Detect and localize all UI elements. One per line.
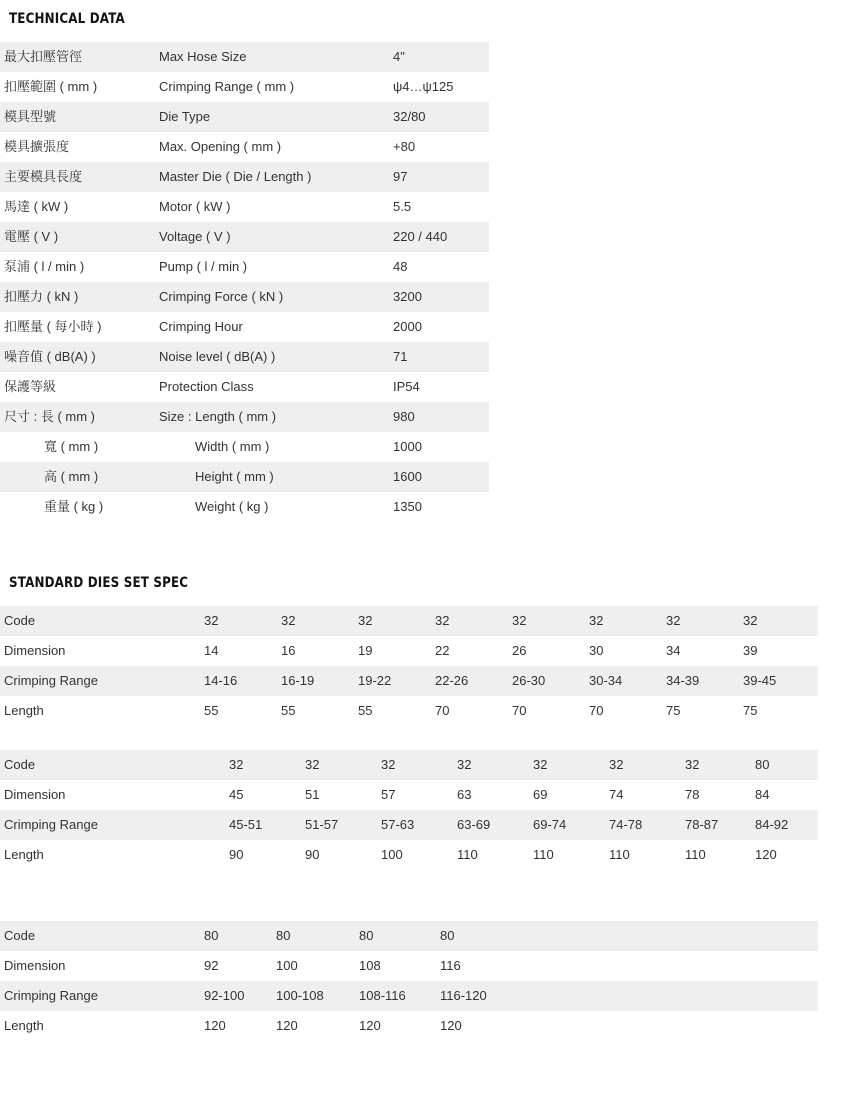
spec-row [0,42,489,72]
dies-row-label: Dimension [4,958,66,973]
spec-label-en: Pump ( l / min ) [159,259,248,274]
spec-label-en: Crimping Hour [159,319,243,334]
spec-value: 1350 [393,499,422,514]
spec-label-zh: 扣壓力 ( kN ) [0,282,155,312]
spec-label-en: Motor ( kW ) [159,199,231,214]
dies-cell: 75 [743,703,758,718]
dies-cell: 14 [204,643,219,658]
spec-label-zh: 模具型號 [0,102,155,132]
spec-value: 1600 [389,462,489,492]
dies-row-label: Crimping Range [0,810,225,840]
dies-cell: 30-34 [585,666,662,696]
spec-label-zh: 泵浦 ( l / min ) [4,259,85,274]
dies-cell: 84-92 [751,810,818,840]
dies-cell: 51-57 [301,810,377,840]
dies-cell: 39 [743,643,758,658]
spec-row [0,252,489,282]
dies-row [0,666,818,696]
dies-cell: 32 [529,750,605,780]
spec-label-en: Protection Class [159,379,254,394]
technical-data-table [0,42,489,522]
dies-cell: 45 [229,787,244,802]
dies-row [0,921,818,951]
spec-value: 32/80 [389,102,489,132]
dies-row [0,636,818,666]
spec-label-zh: 噪音值 ( dB(A) ) [0,342,155,372]
spec-value: 1000 [393,439,422,454]
dies-cell: 110 [533,847,554,862]
dies-row [0,696,818,726]
dies-cell: 100 [381,847,403,862]
dies-cell: 120 [276,1018,298,1033]
spec-label-en: Width ( mm ) [195,439,270,454]
dies-row [0,951,818,981]
dies-cell: 32 [508,606,585,636]
dies-row [0,810,818,840]
dies-cell: 70 [589,703,604,718]
dies-spec-heading: STANDARD DIES SET SPEC [9,575,189,591]
spec-row [0,402,489,432]
dies-row [0,1011,818,1041]
dies-table-2 [0,750,818,870]
spec-label-zh: 主要模具長度 [0,162,155,192]
dies-cell: 80 [272,921,355,951]
dies-cell: 69-74 [529,810,605,840]
dies-row-label: Length [4,847,44,862]
dies-cell: 80 [200,921,272,951]
spec-value: 4" [389,42,489,72]
dies-cell: 110 [457,847,478,862]
dies-cell: 78 [685,787,700,802]
dies-cell: 30 [589,643,604,658]
spec-label-en: Max. Opening ( mm ) [159,139,282,154]
dies-cell: 14-16 [200,666,277,696]
dies-cell: 32 [301,750,377,780]
spec-label-zh: 保護等級 [4,379,57,394]
spec-label-zh: 寬 ( mm ) [44,439,99,454]
dies-cell: 55 [358,703,373,718]
dies-cell: 116 [440,958,461,973]
dies-cell: 32 [431,606,508,636]
spec-label-zh: 模具擴張度 [4,139,70,154]
dies-cell: 120 [204,1018,226,1033]
spec-row [0,492,489,522]
dies-cell: 69 [533,787,548,802]
spec-label-en: Max Hose Size [155,42,389,72]
dies-cell: 34 [666,643,681,658]
dies-cell: 80 [751,750,818,780]
dies-cell: 100 [276,958,298,973]
spec-value: IP54 [393,379,420,394]
spec-value: 71 [389,342,489,372]
dies-cell: 32 [453,750,529,780]
spec-label-zh: 高 ( mm ) [0,462,155,492]
spec-value: ψ4…ψ125 [393,79,454,94]
technical-data-heading: TECHNICAL DATA [9,11,125,27]
spec-value: 48 [393,259,408,274]
dies-cell: 32 [681,750,751,780]
spec-row [0,462,489,492]
dies-row-label: Code [0,921,200,951]
dies-row-label: Code [0,750,225,780]
spec-row [0,222,489,252]
dies-cell: 100-108 [272,981,355,1011]
dies-cell: 19-22 [354,666,431,696]
spec-label-zh: 馬達 ( kW ) [4,199,69,214]
spec-label-en: Weight ( kg ) [195,499,269,514]
dies-cell: 32 [739,606,818,636]
dies-cell: 55 [281,703,296,718]
spec-value: 3200 [389,282,489,312]
dies-cell: 32 [225,750,301,780]
spec-row [0,72,489,102]
dies-cell: 26-30 [508,666,585,696]
dies-row [0,981,818,1011]
dies-cell: 90 [305,847,320,862]
spec-label-en: Voltage ( V ) [155,222,389,252]
spec-row [0,102,489,132]
dies-cell: 32 [277,606,354,636]
spec-row [0,312,489,342]
spec-value: 220 / 440 [389,222,489,252]
dies-cell: 110 [609,847,630,862]
dies-row [0,606,818,636]
dies-cell: 32 [200,606,277,636]
dies-cell: 32 [605,750,681,780]
dies-cell: 92-100 [200,981,272,1011]
dies-cell: 116-120 [436,981,818,1011]
dies-cell: 120 [755,847,777,862]
dies-row-label: Crimping Range [0,981,200,1011]
spec-label-en: Master Die ( Die / Length ) [155,162,389,192]
dies-cell: 108 [359,958,381,973]
dies-cell: 74-78 [605,810,681,840]
spec-label-en: Noise level ( dB(A) ) [155,342,389,372]
spec-label-en: Crimping Range ( mm ) [159,79,295,94]
spec-row [0,282,489,312]
dies-cell: 70 [512,703,527,718]
dies-cell: 32 [662,606,739,636]
spec-label-zh: 扣壓量 ( 每小時 ) [4,319,102,334]
dies-row-label: Code [0,606,200,636]
dies-cell: 110 [685,847,706,862]
dies-cell: 120 [359,1018,381,1033]
dies-cell: 63-69 [453,810,529,840]
spec-label-zh: 尺寸 : 長 ( mm ) [0,402,155,432]
dies-cell: 51 [305,787,320,802]
dies-table-3 [0,921,818,1041]
dies-cell: 57-63 [377,810,453,840]
spec-label-zh: 重量 ( kg ) [44,499,104,514]
dies-cell: 39-45 [739,666,818,696]
dies-row-label: Dimension [4,787,66,802]
dies-cell: 32 [585,606,662,636]
spec-label-zh: 電壓 ( V ) [0,222,155,252]
spec-label-en: Height ( mm ) [155,462,389,492]
dies-cell: 55 [204,703,219,718]
spec-row [0,372,489,402]
dies-cell: 70 [435,703,450,718]
spec-value: +80 [393,139,416,154]
dies-cell: 45-51 [225,810,301,840]
spec-value: 5.5 [393,199,412,214]
dies-row-label: Dimension [4,643,66,658]
dies-cell: 19 [358,643,373,658]
dies-row [0,840,818,870]
dies-cell: 92 [204,958,219,973]
dies-cell: 63 [457,787,472,802]
dies-cell: 74 [609,787,624,802]
dies-cell: 80 [436,921,818,951]
dies-cell: 57 [381,787,396,802]
dies-cell: 16-19 [277,666,354,696]
dies-cell: 75 [666,703,681,718]
dies-row [0,750,818,780]
dies-cell: 32 [354,606,431,636]
dies-cell: 80 [355,921,436,951]
dies-cell: 108-116 [355,981,436,1011]
dies-cell: 78-87 [681,810,751,840]
spec-label-zh: 最大扣壓管徑 [0,42,155,72]
dies-row-label: Length [4,703,44,718]
dies-cell: 16 [281,643,296,658]
spec-value: 2000 [393,319,422,334]
dies-cell: 22 [435,643,450,658]
dies-cell: 26 [512,643,527,658]
dies-row [0,780,818,810]
spec-row [0,342,489,372]
dies-cell: 84 [755,787,770,802]
dies-cell: 34-39 [662,666,739,696]
dies-cell: 22-26 [431,666,508,696]
spec-value: 97 [389,162,489,192]
dies-cell: 90 [229,847,244,862]
spec-label-zh: 扣壓範圍 ( mm ) [4,79,98,94]
spec-label-en: Size : Length ( mm ) [155,402,389,432]
spec-row [0,162,489,192]
spec-row [0,132,489,162]
spec-label-en: Die Type [155,102,389,132]
dies-row-label: Length [4,1018,44,1033]
spec-row [0,192,489,222]
dies-row-label: Crimping Range [0,666,200,696]
dies-cell: 120 [440,1018,462,1033]
dies-cell: 32 [377,750,453,780]
spec-label-en: Crimping Force ( kN ) [155,282,389,312]
dies-table-1 [0,606,818,726]
spec-value: 980 [389,402,489,432]
spec-row [0,432,489,462]
